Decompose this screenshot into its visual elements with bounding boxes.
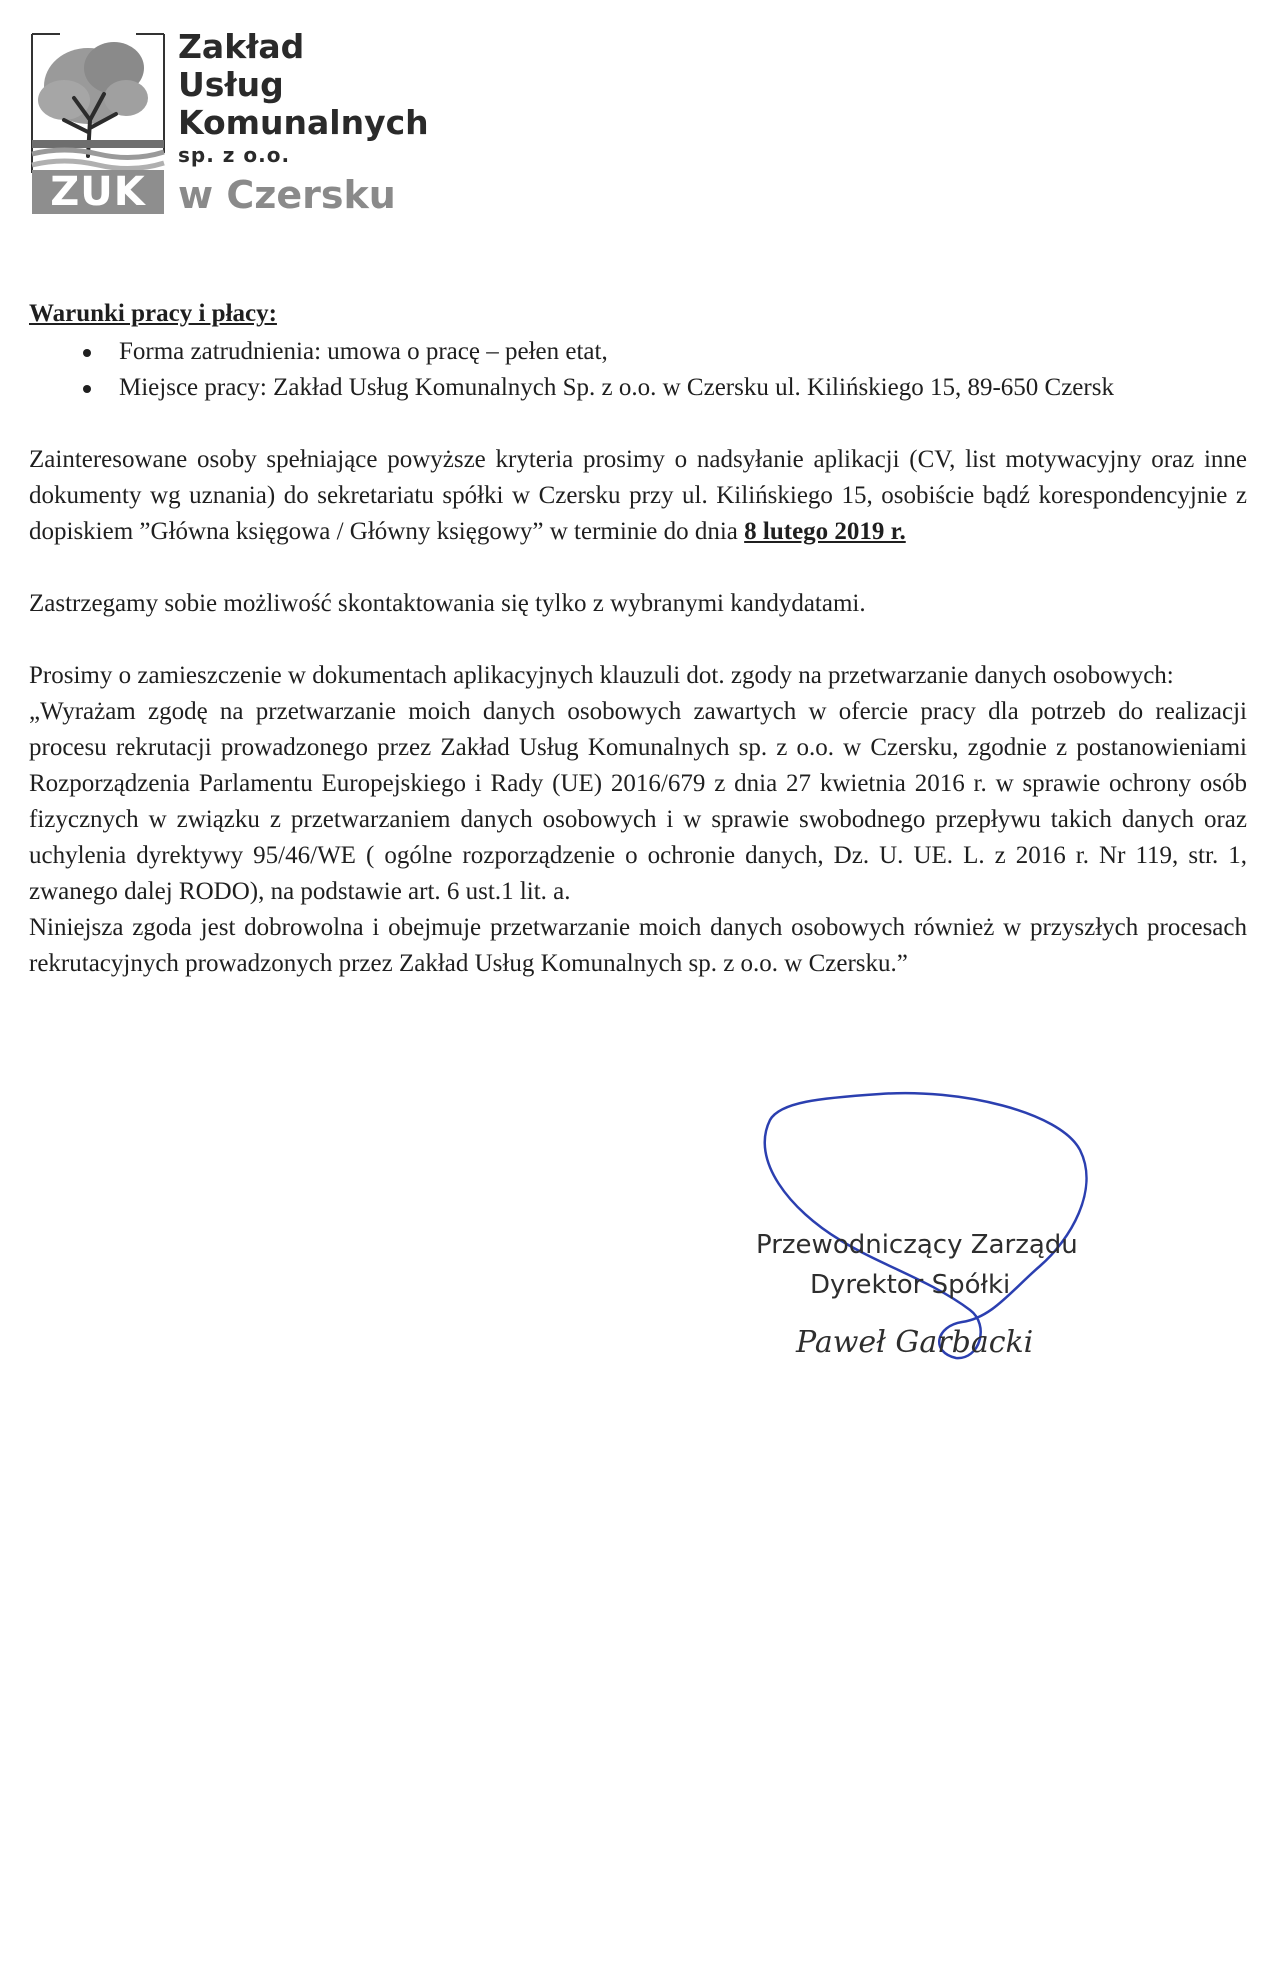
tree-logo-icon <box>30 28 166 173</box>
signature-block <box>730 1090 1130 1390</box>
logo-company-name <box>178 28 429 166</box>
conditions-item: Miejsce pracy: Zakład Usług Komunalnych Sp. z o.o. w Czersku ul. Kilińskiego 15, 89-650 Czersk <box>71 370 1247 406</box>
logo-line-1: Zakład <box>178 27 305 66</box>
application-deadline: 8 lutego 2019 r. <box>744 518 906 545</box>
gdpr-request-paragraph: Prosimy o zamieszczenie w dokumentach aplikacyjnych klauzuli dot. zgody na przetwarzanie danych osobowych: <box>29 662 1174 689</box>
logo-emblem <box>30 28 164 213</box>
conditions-heading: Warunki pracy i płacy: <box>29 300 277 327</box>
conditions-item: Forma zatrudnienia: umowa o pracę – pełen etat, <box>71 334 1247 370</box>
logo-abbreviation: ZUK <box>32 170 164 214</box>
signature-title-director: Dyrektor Spółki <box>810 1270 1011 1300</box>
logo-line-2: Usług <box>178 65 284 104</box>
logo-line-4: sp. z o.o. <box>178 143 291 167</box>
reservation-paragraph: Zastrzegamy sobie możliwość skontaktowania się tylko z wybranymi kandydatami. <box>29 590 866 617</box>
logo-line-3: Komunalnych <box>178 103 429 142</box>
conditions-list <box>29 334 1247 406</box>
document-body <box>29 296 1247 982</box>
signature-title-chairman: Przewodniczący Zarządu <box>756 1230 1078 1260</box>
application-text: Zainteresowane osoby spełniające powyższe kryteria prosimy o nadsyłanie aplikacji (CV, list motywacyjny oraz inne dokumenty wg uznania) do sekretariatu spółki w Czersku przy ul. Kilińskiego 15, osobiście bądź korespondencyjnie z dopiskiem ”Główna księgowa / Główny księgowy” w terminie do dnia <box>29 446 1247 545</box>
logo-city: w Czersku <box>178 173 396 217</box>
application-paragraph <box>29 442 1247 550</box>
gdpr-clause-paragraph: „Wyrażam zgodę na przetwarzanie moich danych osobowych zawartych w ofercie pracy dla potrzeb do realizacji procesu rekrutacji prowadzonego przez Zakład Usług Komunalnych sp. z o.o. w Czersku, zgodnie z postanowieniami Rozporządzenia Parlamentu Europejskiego i Rady (UE) 2016/679 z dnia 27 kwietnia 2016 r. w sprawie ochrony osób fizycznych w związku z przetwarzaniem danych osobowych i w sprawie swobodnego przepływu takich danych oraz uchylenia dyrektywy 95/46/WE ( ogólne rozporządzenie o ochronie danych, Dz. U. UE. L. z 2016 r. Nr 119, str. 1, zwanego dalej RODO), na podstawie art. 6 ust.1 lit. a. <box>29 698 1247 905</box>
signature-name: Paweł Garbacki <box>796 1325 1034 1360</box>
company-logo <box>30 28 450 218</box>
consent-paragraph: Niniejsza zgoda jest dobrowolna i obejmuje przetwarzanie moich danych osobowych również w przyszłych procesach rekrutacyjnych prowadzonych przez Zakład Usług Komunalnych sp. z o.o. w Czersku.” <box>29 914 1247 977</box>
